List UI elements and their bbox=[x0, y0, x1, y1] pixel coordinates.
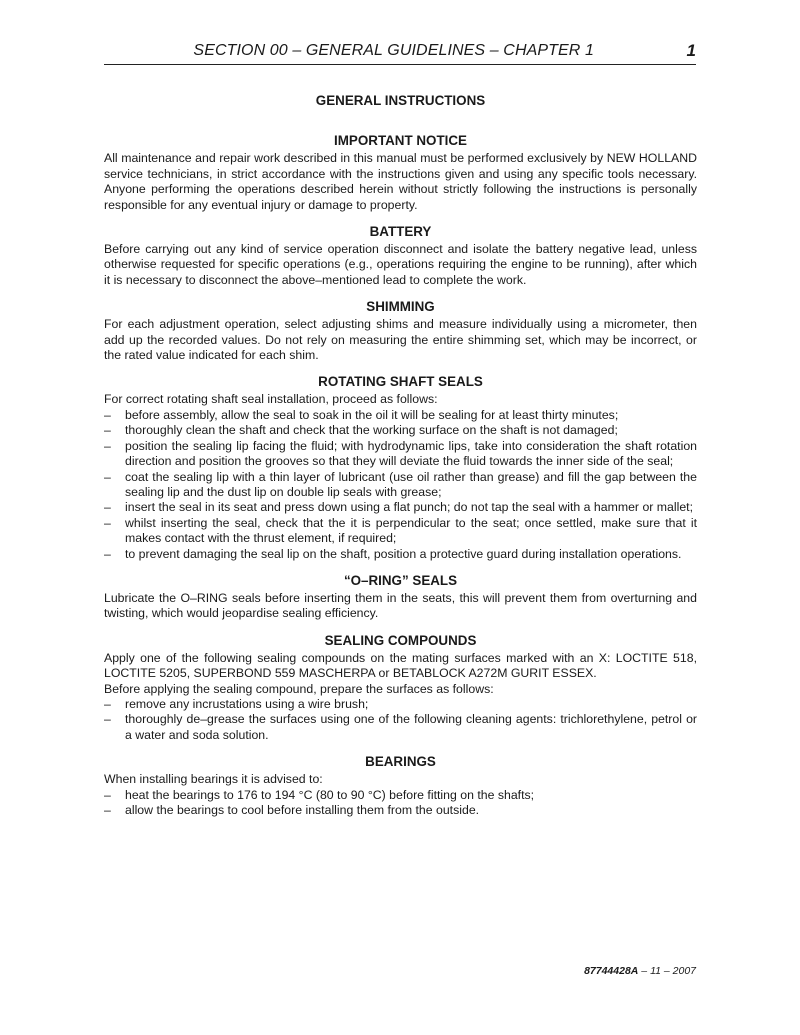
list-item: – to prevent damaging the seal lip on the shaft, position a protective guard during installation operations. bbox=[104, 546, 682, 561]
section-chapter-title: SECTION 00 – GENERAL GUIDELINES – CHAPTER 1 bbox=[193, 42, 594, 59]
dash-marker: – bbox=[104, 787, 111, 802]
list-item: – before assembly, allow the seal to soak in the oil it will be sealing for at least thirty minutes; bbox=[104, 407, 619, 422]
section-heading: SEALING COMPOUNDS bbox=[324, 632, 477, 648]
list-item: – heat the bearings to 176 to 194 °C (80 to 90 °C) before fitting on the shafts; bbox=[104, 787, 535, 802]
bullet-list bbox=[104, 788, 697, 819]
document-title: GENERAL INSTRUCTIONS bbox=[315, 93, 486, 108]
list-item: – position the sealing lip facing the fluid; with hydrodynamic lips, take into consideration the shaft rotation direction and position the grooves so that they will deviate the fluid towards the inner side of the seal; bbox=[104, 438, 697, 469]
section-heading: BATTERY bbox=[369, 224, 432, 240]
list-item: – thoroughly clean the shaft and check that the working surface on the shaft is not damaged; bbox=[104, 423, 618, 438]
list-item: – whilst inserting the seal, check that the it is perpendicular to the seat; once settled, make sure that it makes contact with the thrust element, if required; bbox=[104, 515, 697, 546]
list-item: – thoroughly de–grease the surfaces using one of the following cleaning agents: trichlorethylene, petrol or a water and soda solution. bbox=[104, 712, 697, 742]
bullet-list bbox=[104, 697, 697, 743]
paragraph: Before carrying out any kind of service operation disconnect and isolate the battery negative lead, unless otherwise requested for specific operations (e.g., operations requiring the engine to be running), after which it is necessary to disconnect the above–mentioned lead to complete the work. bbox=[104, 242, 697, 287]
dash-marker: – bbox=[104, 469, 111, 484]
section-o-ring-seals bbox=[104, 573, 697, 622]
section-rotating-shaft-seals bbox=[104, 374, 697, 561]
edition-date: – 11 – 2007 bbox=[638, 965, 696, 977]
paragraph: Apply one of the following sealing compounds on the mating surfaces marked with an X: LOCTITE 518, LOCTITE 5205, SUPERBOND 559 MASCHERPA or BETABLOCK A272M GURIT ESSEX. bbox=[104, 650, 697, 681]
dash-marker: – bbox=[104, 438, 111, 453]
section-sealing-compounds bbox=[104, 633, 697, 743]
paragraph: For each adjustment operation, select adjusting shims and measure individually using a micrometer, then add up the recorded values. Do not rely on measuring the entire shimming set, which may be incorrect, or the rated value indicated for each shim. bbox=[104, 317, 697, 363]
page-number: 1 bbox=[686, 41, 696, 60]
list-item: – allow the bearings to cool before installing them from the outside. bbox=[104, 803, 480, 817]
page-header bbox=[104, 40, 696, 65]
dash-marker: – bbox=[104, 407, 111, 422]
list-item: – insert the seal in its seat and press down using a flat punch; do not tap the seal with a hammer or mallet; bbox=[104, 500, 694, 515]
section-bearings bbox=[104, 754, 697, 818]
dash-marker: – bbox=[104, 423, 111, 438]
dash-marker: – bbox=[104, 500, 111, 515]
document-code: 87744428A bbox=[584, 965, 639, 977]
section-important-notice bbox=[104, 133, 697, 213]
paragraph: When installing bearings it is advised to: bbox=[104, 772, 323, 787]
paragraph: Before applying the sealing compound, prepare the surfaces as follows: bbox=[104, 681, 494, 696]
dash-marker: – bbox=[104, 515, 111, 530]
section-heading: SHIMMING bbox=[366, 299, 435, 315]
dash-marker: – bbox=[104, 546, 111, 561]
section-battery bbox=[104, 224, 697, 288]
list-item: – coat the sealing lip with a thin layer of lubricant (use oil rather than grease) and fill the gap between the sealing lip and the dust lip on double lip seals with grease; bbox=[104, 469, 697, 499]
dash-marker: – bbox=[104, 803, 111, 817]
section-heading: IMPORTANT NOTICE bbox=[334, 133, 467, 149]
bullet-list bbox=[104, 408, 697, 562]
section-heading: “O–RING” SEALS bbox=[343, 572, 458, 588]
paragraph: All maintenance and repair work described in this manual must be performed exclusively by NEW HOLLAND service technicians, in strict accordance with the instructions given and using any specific tools necessary. Anyone performing the operations described herein without strictly following the instructions is personally responsible for any eventual injury or damage to property. bbox=[104, 151, 697, 212]
list-item: – remove any incrustations using a wire brush; bbox=[104, 696, 369, 711]
section-shimming bbox=[104, 299, 697, 363]
paragraph: For correct rotating shaft seal installation, proceed as follows: bbox=[104, 392, 438, 407]
section-heading: ROTATING SHAFT SEALS bbox=[318, 374, 483, 390]
dash-marker: – bbox=[104, 696, 111, 711]
paragraph: Lubricate the O–RING seals before inserting them in the seats, this will prevent them from overturning and twisting, which would jeopardise sealing efficiency. bbox=[104, 590, 697, 621]
section-heading: BEARINGS bbox=[365, 754, 436, 770]
dash-marker: – bbox=[104, 712, 111, 727]
page-content bbox=[104, 90, 697, 829]
page-footer bbox=[584, 965, 696, 977]
